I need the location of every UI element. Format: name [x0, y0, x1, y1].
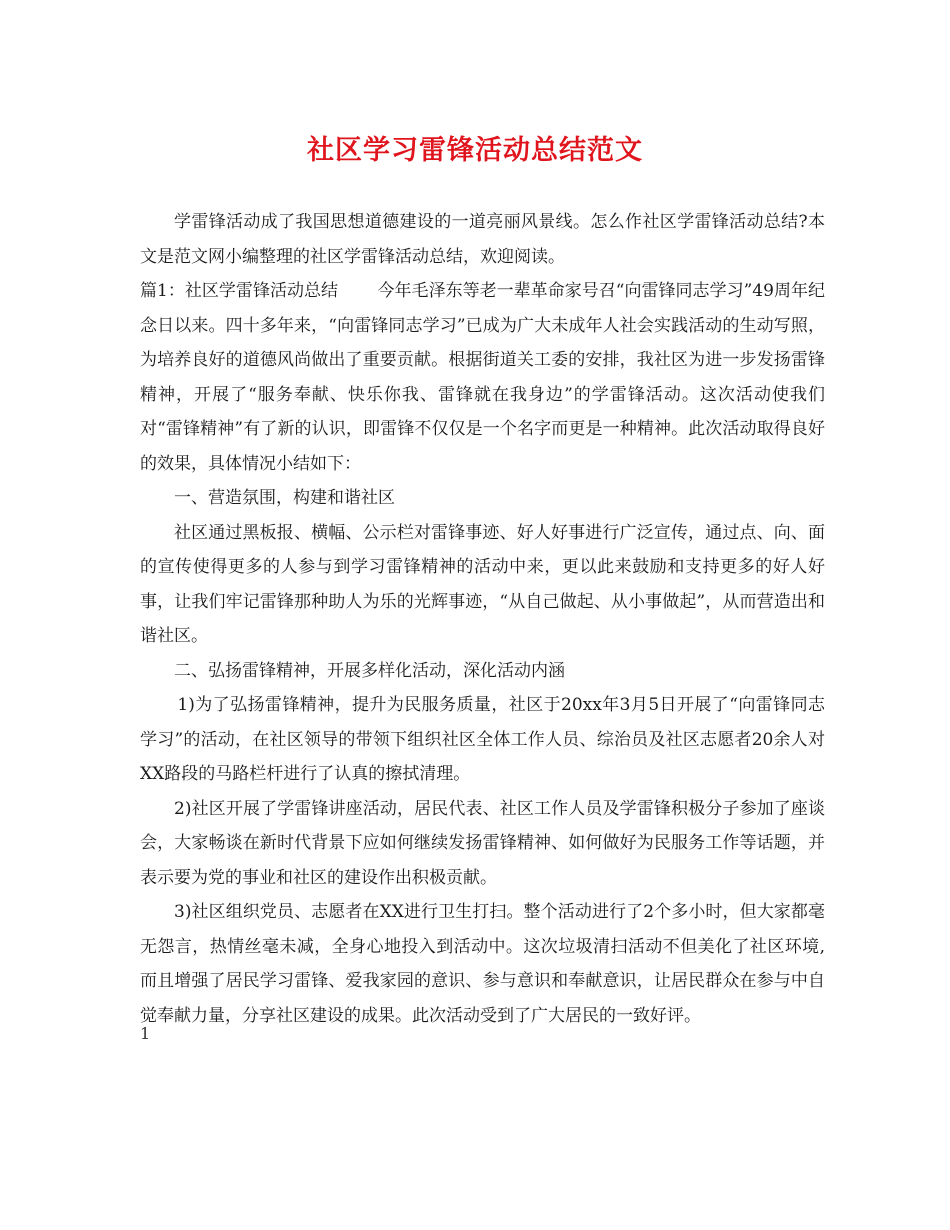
- item-1-paragraph: 1)为了弘扬雷锋精神，提升为民服务质量，社区于20xx年3月5日开展了“向雷锋同志学习”的活动，在社区领导的带领下组织社区全体工作人员、综治员及社区志愿者20余人对XX路段的马路栏杆进行了认真的擦拭清理。: [140, 695, 825, 784]
- document-title: 社区学习雷锋活动总结范文: [307, 135, 643, 166]
- item-2-paragraph: 2)社区开展了学雷锋讲座活动，居民代表、社区工作人员及学雷锋积极分子参加了座谈会，大家畅谈在新时代背景下应如何继续发扬雷锋精神、如何做好为民服务工作等话题，并表示要为党的事业和社区的建设作出积极贡献。: [140, 798, 825, 888]
- item-3-paragraph: 3)社区组织党员、志愿者在XX进行卫生打扫。整个活动进行了2个多小时，但大家都毫无怨言，热情丝毫未减，全身心地投入到活动中。这次垃圾清扫活动不但美化了社区环境,而且增强了居民学习雷锋、爱我家园的意识、参与意识和奉献意识，让居民群众在参与中自觉奉献力量，分享社区建设的成果。此次活动受到了广大居民的一致好评。: [140, 902, 825, 1026]
- heading-1: 一、营造氛围，构建和谐社区: [174, 488, 395, 508]
- heading-2: 二、弘扬雷锋精神，开展多样化活动，深化活动内涵: [174, 660, 565, 681]
- document-body: [140, 205, 825, 1033]
- section-1-paragraph: 篇1：社区学雷锋活动总结 今年毛泽东等老一辈革命家号召“向雷锋同志学习”49周年纪念日以来。四十多年来，“向雷锋同志学习”已成为广大未成年人社会实践活动的生动写照，为培养良好的道德风尚做出了重要贡献。根据街道关工委的安排，我社区为进一步发扬雷锋精神，开展了“服务奉献、快乐你我、雷锋就在我身边”的学雷锋活动。这次活动使我们对“雷锋精神”有了新的认识，即雷锋不仅仅是一个名字而更是一种精神。此次活动取得良好的效果，具体情况小结如下：: [140, 281, 825, 474]
- page-number: 1: [140, 1024, 151, 1043]
- intro-paragraph: 学雷锋活动成了我国思想道德建设的一道亮丽风景线。怎么作社区学雷锋活动总结?本文是范文网小编整理的社区学雷锋活动总结，欢迎阅读。: [140, 212, 825, 267]
- paragraph-publicity: 社区通过黑板报、横幅、公示栏对雷锋事迹、好人好事进行广泛宣传，通过点、向、面的宣传使得更多的人参与到学习雷锋精神的活动中来，更以此来鼓励和支持更多的好人好事，让我们牢记雷锋那种助人为乐的光辉事迹，“从自己做起、从小事做起”，从而营造出和谐社区。: [140, 522, 825, 646]
